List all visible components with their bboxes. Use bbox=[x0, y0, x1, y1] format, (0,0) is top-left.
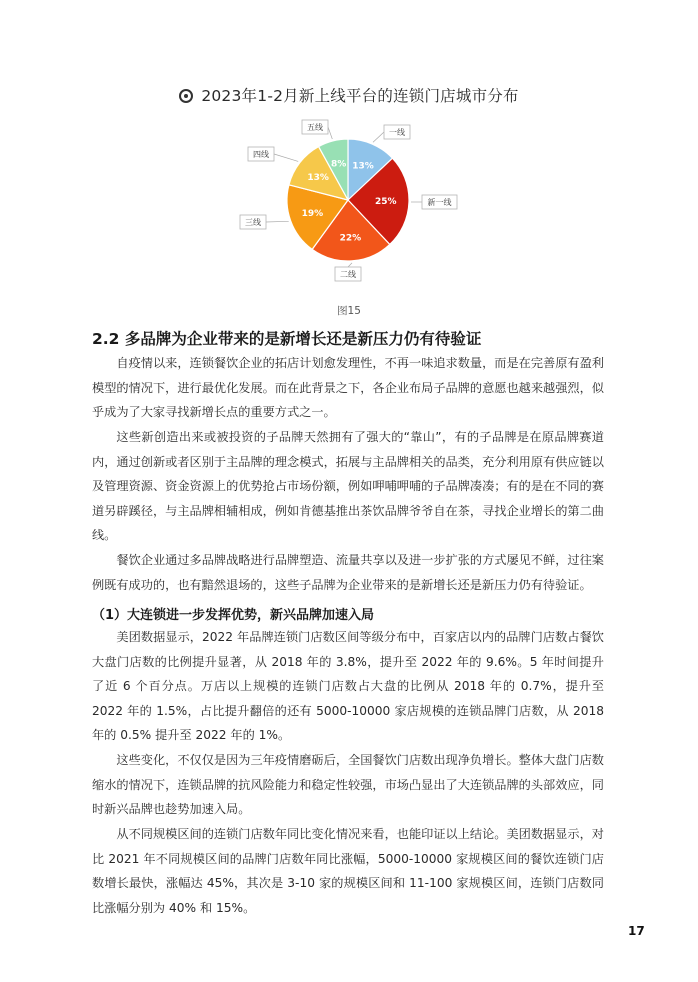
leader-line bbox=[348, 263, 352, 267]
leader-line bbox=[266, 221, 289, 222]
slice-value-label: 13% bbox=[307, 172, 329, 183]
figure-caption: 图15 bbox=[337, 305, 361, 317]
section-heading: 2.2 多品牌为企业带来的是新增长还是新压力仍有待验证 bbox=[92, 330, 482, 348]
legend-label: 三线 bbox=[245, 218, 261, 227]
legend-label: 新一线 bbox=[427, 198, 452, 207]
paragraph-4: 美团数据显示，2022 年品牌连锁门店数区间等级分布中，百家店以内的品牌门店数占餐饮大盘门店数的比例提升显著，从 2018 年的 3.8%，提升至 2022 年的 9.6%。5 年时间提升了近 6 个百分点。万店以上规模的连锁门店数占大盘的比例从 2018 年的 0.7%，提升至 2022 年的 1.5%，占比提升翻倍的还有 5000-10000 家店规模的连锁品牌门店数，从 2018 年的 0.5% 提升至 2022 年的 1%。 bbox=[92, 630, 604, 743]
chart-title bbox=[0, 84, 698, 106]
subsection-heading: （1）大连锁进一步发挥优势，新兴品牌加速入局 bbox=[92, 608, 375, 623]
paragraph-2: 这些新创造出来或被投资的子品牌天然拥有了强大的“靠山”，有的子品牌是在原品牌赛道内，通过创新或者区别于主品牌的理念模式，拓展与主品牌相关的品类，充分利用原有供应链以及管理资源、资金资源上的优势抢占市场份额，例如呷哺呷哺的子品牌凑凑；有的是在不同的赛道另辟蹊径，与主品牌相辅相成，例如肯德基推出茶饮品牌爷爷自在茶，寻找企业增长的第二曲线。 bbox=[92, 430, 604, 543]
legend-label: 五线 bbox=[307, 123, 323, 132]
target-icon bbox=[179, 89, 193, 103]
paragraph-6: 从不同规模区间的连锁门店数年同比变化情况来看，也能印证以上结论。美团数据显示，对比 2021 年不同规模区间的品牌门店数年同比涨幅，5000-10000 家规模区间的餐饮连锁门店数增长最快，涨幅达 45%，其次是 3-10 家的规模区间和 11-100 家规模区间，连锁门店数同比涨幅分别为 40% 和 15%。 bbox=[92, 827, 604, 915]
legend-label: 一线 bbox=[389, 128, 405, 137]
slice-value-label: 8% bbox=[330, 159, 347, 170]
leader-line bbox=[274, 154, 298, 161]
slice-value-label: 19% bbox=[301, 208, 324, 219]
legend-label: 二线 bbox=[340, 270, 356, 279]
paragraph-3: 餐饮企业通过多品牌战略进行品牌塑造、流量共享以及进一步扩张的方式屡见不鲜，过往案例既有成功的，也有黯然退场的，这些子品牌为企业带来的是新增长还是新压力仍有待验证。 bbox=[92, 553, 604, 592]
paragraph-5: 这些变化，不仅仅是因为三年疫情磨砺后，全国餐饮门店数出现净负增长。整体大盘门店数缩水的情况下，连锁品牌的抗风险能力和稳定性较强，市场凸显出了大连锁品牌的头部效应，同时新兴品牌也趁势加速入局。 bbox=[92, 753, 604, 817]
leader-line bbox=[328, 127, 332, 139]
pie-chart bbox=[240, 112, 460, 282]
legend-label: 四线 bbox=[253, 150, 269, 159]
slice-value-label: 13% bbox=[352, 161, 374, 172]
page-number: 17 bbox=[628, 924, 645, 938]
leader-line bbox=[373, 132, 384, 142]
paragraph-1: 自疫情以来，连锁餐饮企业的拓店计划愈发理性，不再一味追求数量，而是在完善原有盈利模型的情况下，进行最优化发展。而在此背景之下，各企业布局子品牌的意愿也越来越强烈，似乎成为了大家寻找新增长点的重要方式之一。 bbox=[92, 356, 604, 420]
slice-value-label: 22% bbox=[339, 233, 362, 244]
slice-value-label: 25% bbox=[375, 197, 397, 208]
chart-title-text: 2023年1-2月新上线平台的连锁门店城市分布 bbox=[201, 87, 519, 105]
